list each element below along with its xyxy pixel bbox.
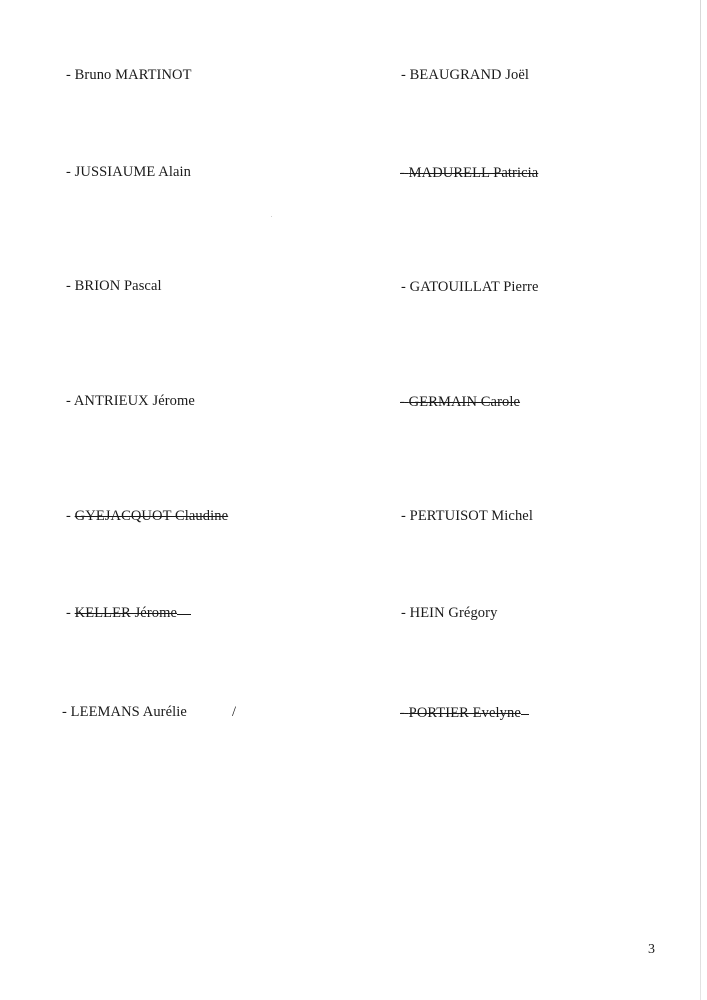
name-gatouillat: - GATOUILLAT Pierre (401, 279, 539, 295)
name-leemans: - LEEMANS Aurélie (62, 704, 187, 720)
name-jussiaume: - JUSSIAUME Alain (66, 164, 191, 180)
strike-tail (177, 614, 191, 615)
name-brion: - BRION Pascal (66, 278, 162, 294)
struck-name: KELLER Jérome (74, 605, 178, 621)
struck-dash: - (400, 394, 405, 410)
scan-edge (700, 0, 701, 1000)
name-madurell-struck (400, 164, 538, 182)
struck-name: GERMAIN Carole (408, 394, 521, 410)
strike-tail (521, 714, 529, 715)
name-pertuisot: - PERTUISOT Michel (401, 508, 533, 524)
struck-name: GYEJACQUOT Claudine (74, 508, 229, 524)
name-germain-struck (400, 393, 520, 411)
struck-dash: - (400, 165, 405, 181)
scan-speck (271, 216, 272, 217)
struck-name: PORTIER Evelyne (408, 705, 521, 721)
name-hein: - HEIN Grégory (401, 605, 498, 621)
struck-name: MADURELL Patricia (408, 165, 539, 181)
leading-dash: - (66, 508, 71, 524)
slash-mark: / (232, 704, 237, 720)
leading-dash: - (66, 605, 71, 621)
name-keller (66, 604, 191, 622)
name-portier-struck (400, 704, 529, 722)
name-beaugrand: - BEAUGRAND Joël (401, 67, 530, 83)
name-gyejacquot (66, 507, 228, 525)
name-antrieux: - ANTRIEUX Jérome (66, 393, 195, 409)
name-martinot: - Bruno MARTINOT (66, 67, 192, 83)
struck-dash: - (400, 705, 405, 721)
page-number: 3 (648, 942, 655, 957)
